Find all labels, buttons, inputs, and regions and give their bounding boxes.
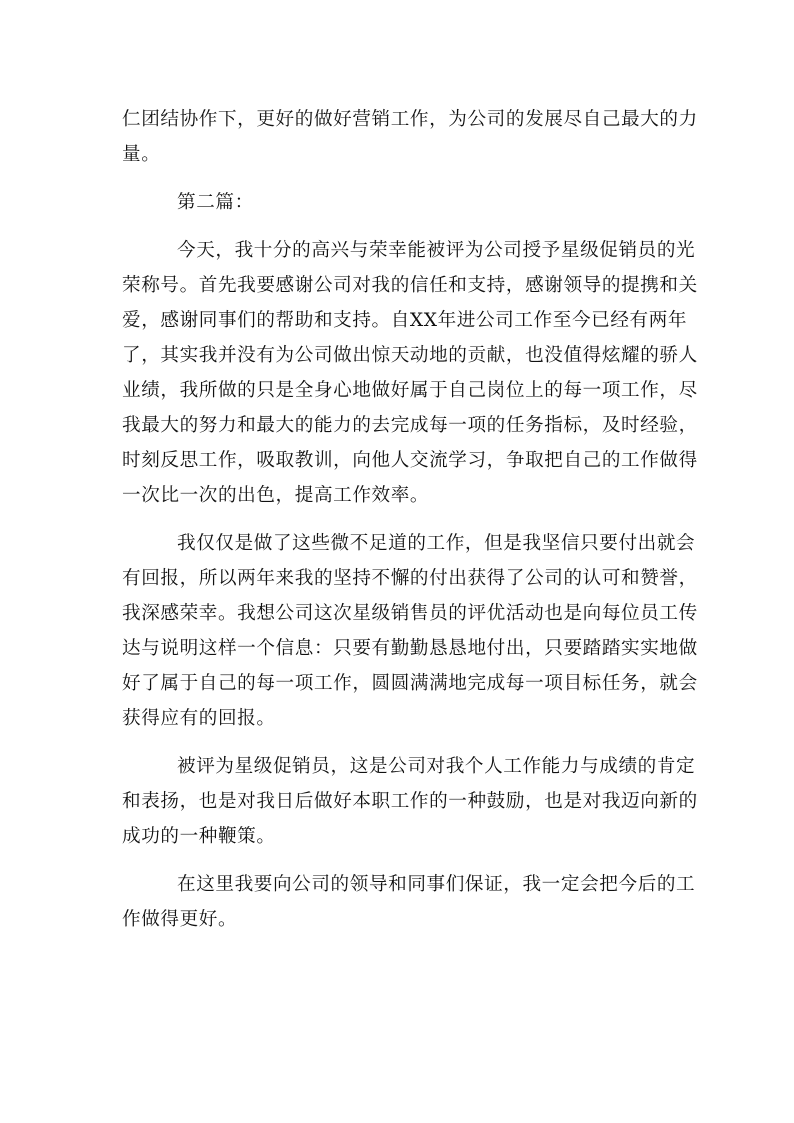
text-line: 了，其实我并没有为公司做出惊天动地的贡献，也没值得炫耀的骄人: [122, 345, 698, 366]
document-body: [122, 102, 698, 937]
text-line: 作做得更好。: [122, 909, 238, 930]
text-line: 仁团结协作下，更好的做好营销工作，为公司的发展尽自己最大的力: [122, 109, 698, 130]
text-line: 业绩，我所做的只是全身心地做好属于自己岗位上的每一项工作，尽: [122, 380, 698, 401]
text-line: 被评为星级促销员，这是公司对我个人工作能力与成绩的肯定: [177, 756, 696, 777]
text-line: 我仅仅是做了这些微不足道的工作，但是我坚信只要付出就会: [177, 533, 696, 554]
text-line: 成功的一种鞭策。: [122, 826, 276, 847]
paragraph-closing-previous: [122, 102, 698, 172]
section-heading: [122, 185, 674, 220]
text-line: 在这里我要向公司的领导和同事们保证，我一定会把今后的工: [177, 874, 696, 895]
text-line: 达与说明这样一个信息：只要有勤勤恳恳地付出，只要踏踏实实地做: [122, 638, 698, 659]
text-line: 一次比一次的出色，提高工作效率。: [122, 485, 430, 506]
text-line: 荣称号。首先我要感谢公司对我的信任和支持，感谢领导的提携和关: [122, 275, 698, 296]
text-line: 我最大的努力和最大的能力的去完成每一项的任务指标，及时经验，: [122, 415, 698, 436]
section-title: 第二篇：: [177, 192, 254, 213]
text-line: 今天，我十分的高兴与荣幸能被评为公司授予星级促销员的光: [177, 240, 696, 261]
paragraph-3: [122, 749, 698, 854]
text-line: 和表扬，也是对我日后做好本职工作的一种鼓励，也是对我迈向新的: [122, 791, 698, 812]
paragraph-4: [122, 867, 696, 937]
text-line: 有回报，所以两年来我的坚持不懈的付出获得了公司的认可和赞誉，: [122, 568, 698, 589]
text-line: 爱，感谢同事们的帮助和支持。自XX年进公司工作至今已经有两年: [122, 310, 688, 331]
paragraph-1: [122, 233, 698, 513]
text-line: 获得应有的回报。: [122, 708, 276, 729]
text-line: 时刻反思工作，吸取教训，向他人交流学习，争取把自己的工作做得: [122, 450, 698, 471]
text-line: 我深感荣幸。我想公司这次星级销售员的评优活动也是向每位员工传: [122, 603, 698, 624]
text-line: 好了属于自己的每一项工作，圆圆满满地完成每一项目标任务，就会: [122, 673, 698, 694]
text-line: 量。: [122, 144, 161, 165]
paragraph-2: [122, 526, 698, 736]
